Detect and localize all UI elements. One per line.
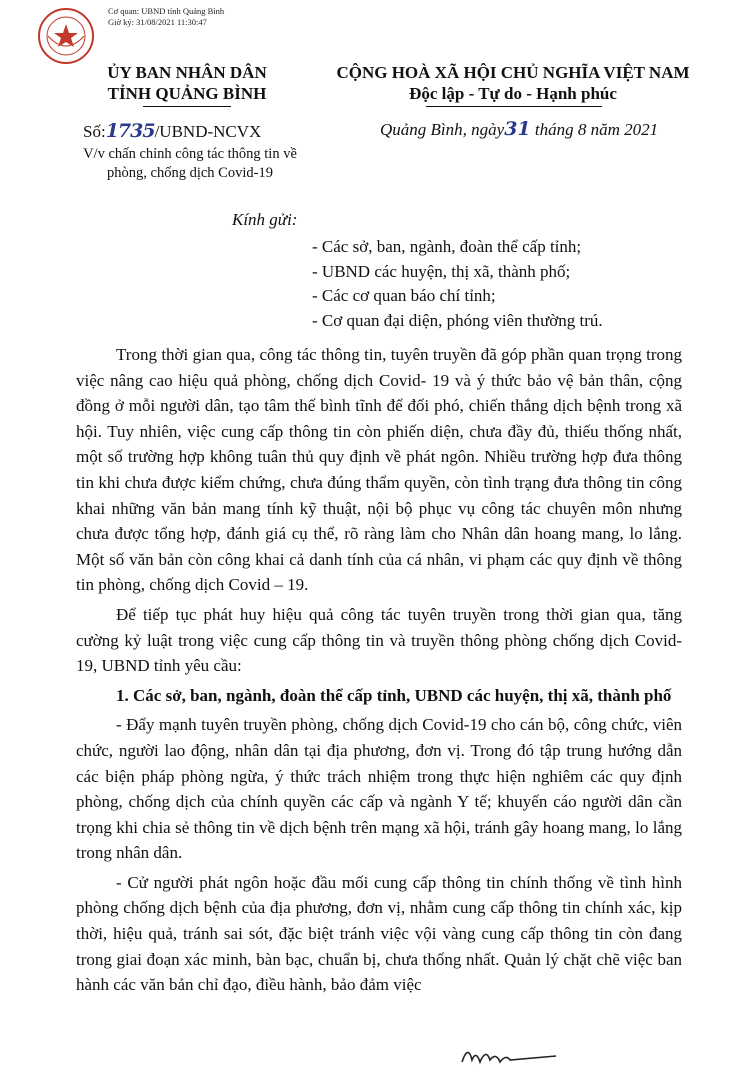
number-prefix: Số: xyxy=(83,122,106,141)
agency-divider xyxy=(143,106,231,107)
addressee-label: Kính gửi: xyxy=(232,210,298,229)
place-prefix: Quảng Bình, ngày xyxy=(380,120,505,139)
document-number xyxy=(83,120,261,142)
body-paragraph: - Đẩy mạnh tuyên truyền phòng, chống dịch Covid-19 cho cán bộ, công chức, viên chức, người lao động, nhân dân tại địa phương, đơn vị. Trong đó tập trung hướng dẫn các biện pháp phòng ngừa, ý thức trách nhiệm trong thực hiện nghiêm các quy định phòng, chống dịch của chính quyền các cấp và ngành Y tế; khuyến cáo người dân cần trọng khi chia sẻ thông tin về dịch bệnh trên mạng xã hội, tránh gây hoang mang, lo lắng trong nhân dân. xyxy=(76,715,682,863)
recipient-item: - Cơ quan đại diện, phóng viên thường trú. xyxy=(312,310,603,330)
motto-divider xyxy=(426,106,602,107)
body-paragraph: Để tiếp tục phát huy hiệu quả công tác tuyên truyền trong thời gian qua, tăng cường kỷ luật trong việc cung cấp thông tin và truyền thông phòng chống dịch Covid-19, UBND tỉnh yêu cầu: xyxy=(76,604,682,676)
agency-line1: ỦY BAN NHÂN DÂN xyxy=(107,63,267,82)
subject-line1: V/v chấn chỉnh công tác thông tin về xyxy=(83,146,297,162)
place-date xyxy=(380,118,658,140)
document-subject xyxy=(66,145,314,183)
recipient-list xyxy=(312,235,603,333)
document-body xyxy=(76,342,682,1002)
agency-line2: TỈNH QUẢNG BÌNH xyxy=(107,84,267,103)
recipient-item: - UBND các huyện, thị xã, thành phố; xyxy=(312,261,571,281)
body-paragraph: Trong thời gian qua, công tác thông tin, tuyên truyền đã góp phần quan trọng trong việc nâng cao hiệu quả phòng, chống dịch Covid- 19 và ý thức bảo vệ bản thân, cộng đồng ở mỗi người dân, tạo tâm thế bình tĩnh để đối phó, chiến thắng dịch bệnh trong xã hội. Tuy nhiên, việc cung cấp thông tin còn phiến diện, chưa đầy đủ, thiếu thống nhất, một số trường hợp không tuân thủ quy định về phát ngôn. Nhiều trường hợp đưa thông tin khi chưa được kiểm chứng, chưa đúng thẩm quyền, còn tình trạng đưa thông tin công khai những văn bản mang tính kỹ thuật, nội bộ phục vụ công tác chuyên môn nhưng chưa được tổng hợp, đánh giá cụ thể, rõ ràng làm cho Nhân dân hoang mang, lo lắng. Một số văn bản còn công khai cả danh tính của cá nhân, vi phạm các quy định về thông tin phòng, chống dịch Covid – 19. xyxy=(76,345,682,595)
subject-line2: phòng, chống dịch Covid-19 xyxy=(107,165,273,181)
section-heading: 1. Các sở, ban, ngành, đoàn thể cấp tỉnh, UBND các huyện, thị xã, thành phố xyxy=(116,685,672,705)
number-handwritten: 1735 xyxy=(105,120,155,142)
signature-time: Giờ ký: 31/08/2021 11:30:47 xyxy=(108,17,207,27)
body-paragraph: - Cử người phát ngôn hoặc đầu mối cung cấp thông tin chính thống về tình hình phòng chống dịch bệnh của địa phương, đơn vị, nhằm cung cấp thông tin chính xác, kịp thời, hiệu quả, tránh sai sót, đặc biệt tránh việc vội vàng cung cấp thông tin còn đang trong giai đoạn xác minh, bàn bạc, chuẩn bị, chưa thống nhất. Quản lý chặt chẽ việc ban hành các văn bản chỉ đạo, điều hành, bảo đảm việc xyxy=(76,872,682,995)
digital-signature-meta xyxy=(108,6,224,28)
recipient-item: - Các sở, ban, ngành, đoàn thể cấp tỉnh; xyxy=(312,237,582,256)
seal-stamp-icon xyxy=(36,6,96,66)
national-title xyxy=(318,62,708,104)
day-handwritten: 31 xyxy=(504,118,531,140)
initials-signature-icon xyxy=(460,1040,570,1070)
signature-agency: Cơ quan: UBND tỉnh Quảng Bình xyxy=(108,6,225,16)
national-motto: Độc lập - Tự do - Hạnh phúc xyxy=(409,84,617,103)
date-suffix: tháng 8 năm 2021 xyxy=(534,120,659,139)
number-suffix: /UBND-NCVX xyxy=(154,122,262,141)
recipient-item: - Các cơ quan báo chí tỉnh; xyxy=(312,286,496,305)
nation-name: CỘNG HOÀ XÃ HỘI CHỦ NGHĨA VIỆT NAM xyxy=(336,63,690,82)
issuing-agency xyxy=(72,62,302,104)
